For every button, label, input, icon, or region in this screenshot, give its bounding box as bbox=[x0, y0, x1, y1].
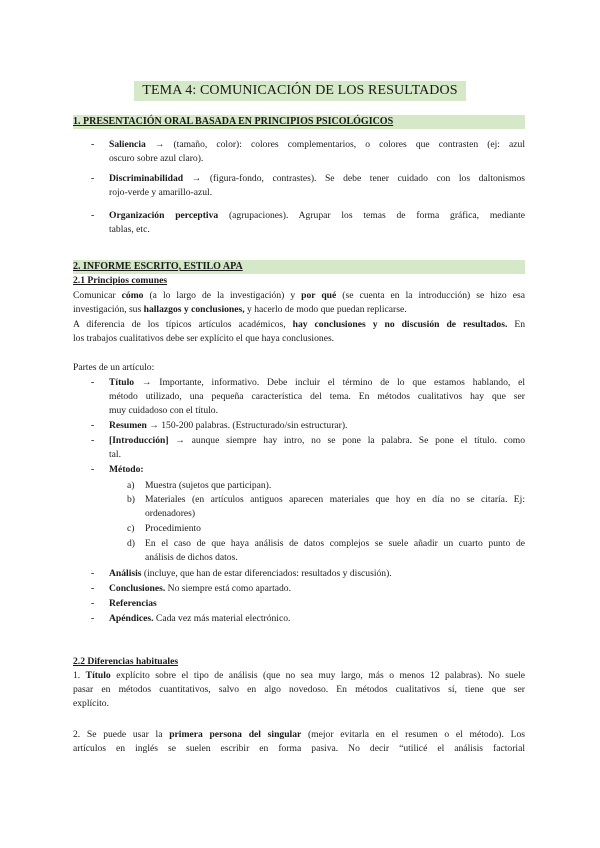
list-item: Análisis (incluye, que han de estar diferenciados: resultados y discusión). bbox=[109, 568, 392, 579]
bullet-dash: - bbox=[91, 598, 95, 609]
list-item-cont: oscuro sobre azul claro). bbox=[109, 153, 204, 164]
list-item: Saliencia → (tamaño, color): colores complementarios, o colores que contrasten (ej: azul bbox=[109, 139, 525, 150]
paragraph-line: investigación, sus hallazgos y conclusiones, y hacerlo de modo que puedan replicarse. bbox=[73, 304, 407, 315]
sub-item: Muestra (sujetos que participan). bbox=[145, 480, 272, 491]
bullet-dash: - bbox=[91, 173, 95, 184]
paragraph-line: explícito. bbox=[73, 698, 109, 709]
bullet-dash: - bbox=[91, 464, 95, 475]
paragraph-line: A diferencia de los típicos artículos académicos, hay conclusiones y no discusión de resultados. En bbox=[73, 319, 525, 330]
list-item-cont: tablas, etc. bbox=[109, 224, 150, 235]
sub-item-cont: análisis de dichos datos. bbox=[145, 552, 238, 563]
section-1-heading: 1. PRESENTACIÓN ORAL BASADA EN PRINCIPIOS PSICOLÓGICOS bbox=[73, 115, 525, 129]
sub-item-label: b) bbox=[127, 494, 135, 505]
subsection-heading: 2.1 Principios comunes bbox=[73, 275, 168, 286]
sub-item-label: c) bbox=[127, 523, 135, 534]
paragraph-line: 2. Se puede usar la primera persona del singular (mejor evitarla en el resumen o el método). Los bbox=[73, 729, 525, 740]
bullet-dash: - bbox=[91, 583, 95, 594]
bullet-dash: - bbox=[91, 377, 95, 388]
list-item: Referencias bbox=[109, 598, 157, 609]
bullet-dash: - bbox=[91, 568, 95, 579]
list-item: Organización perceptiva (agrupaciones). Agrupar los temas de forma gráfica, mediante bbox=[109, 210, 526, 221]
list-item: Discriminabilidad → (figura-fondo, contrastes). Se debe tener cuidado con los daltonismos bbox=[109, 173, 525, 184]
paragraph-line: 1. Título explícito sobre el tipo de análisis (que no sea muy largo, más o menos 12 palabras). No suele bbox=[73, 670, 525, 681]
bullet-dash: - bbox=[91, 139, 95, 150]
sub-item-label: a) bbox=[127, 480, 135, 491]
paragraph-line: artículos en inglés se suelen escribir en forma pasiva. No decir “utilicé el análisis factorial bbox=[73, 743, 525, 754]
list-item-cont: tal. bbox=[109, 449, 121, 460]
sub-item: Materiales (en artículos antiguos aparecen materiales que hoy en día no se citaría. Ej: bbox=[145, 494, 525, 505]
subsection-heading: 2.2 Diferencias habituales bbox=[73, 656, 179, 667]
list-item-cont: rojo-verde y amarillo-azul. bbox=[109, 187, 213, 198]
sub-item: Procedimiento bbox=[145, 523, 201, 534]
list-item: Apéndices. Cada vez más material electrónico. bbox=[109, 613, 291, 624]
list-item: Conclusiones. No siempre está como apartado. bbox=[109, 583, 291, 594]
bullet-dash: - bbox=[91, 210, 95, 221]
list-item: Resumen → 150-200 palabras. (Estructurado/sin estructurar). bbox=[109, 420, 348, 431]
paragraph-line: pasar en métodos cuantitativos, salvo en algo novedoso. En métodos cualitativos sí, tiene que ser bbox=[73, 684, 525, 695]
sub-item-label: d) bbox=[127, 538, 135, 549]
section-2-heading: 2. INFORME ESCRITO, ESTILO APA bbox=[73, 260, 525, 274]
sub-item: En el caso de que haya análisis de datos complejos se suele añadir un cuarto punto de bbox=[145, 538, 525, 549]
page-title: TEMA 4: COMUNICACIÓN DE LOS RESULTADOS bbox=[134, 81, 466, 101]
list-item-cont: método utilizado, una pequeña característica del tema. En métodos cualitativos hay que ser bbox=[109, 391, 525, 402]
list-item: Método: bbox=[109, 464, 144, 475]
paragraph-line: los trabajos cualitativos debe ser explícito el que haya conclusiones. bbox=[73, 333, 335, 344]
parts-intro: Partes de un artículo: bbox=[73, 362, 155, 373]
bullet-dash: - bbox=[91, 613, 95, 624]
bullet-dash: - bbox=[91, 420, 95, 431]
list-item-cont: muy cuidadoso con el título. bbox=[109, 405, 218, 416]
sub-item-cont: ordenadores) bbox=[145, 508, 196, 519]
list-item: Título → Importante, informativo. Debe incluir el término de lo que estamos hablando, el bbox=[109, 377, 525, 388]
paragraph-line: Comunicar cómo (a lo largo de la investigación) y por qué (se cuenta en la introducción) se hizo esa bbox=[73, 290, 525, 301]
list-item: [Introducción] → aunque siempre hay intro, no se pone la palabra. Se pone el título. como bbox=[109, 435, 525, 446]
bullet-dash: - bbox=[91, 435, 95, 446]
